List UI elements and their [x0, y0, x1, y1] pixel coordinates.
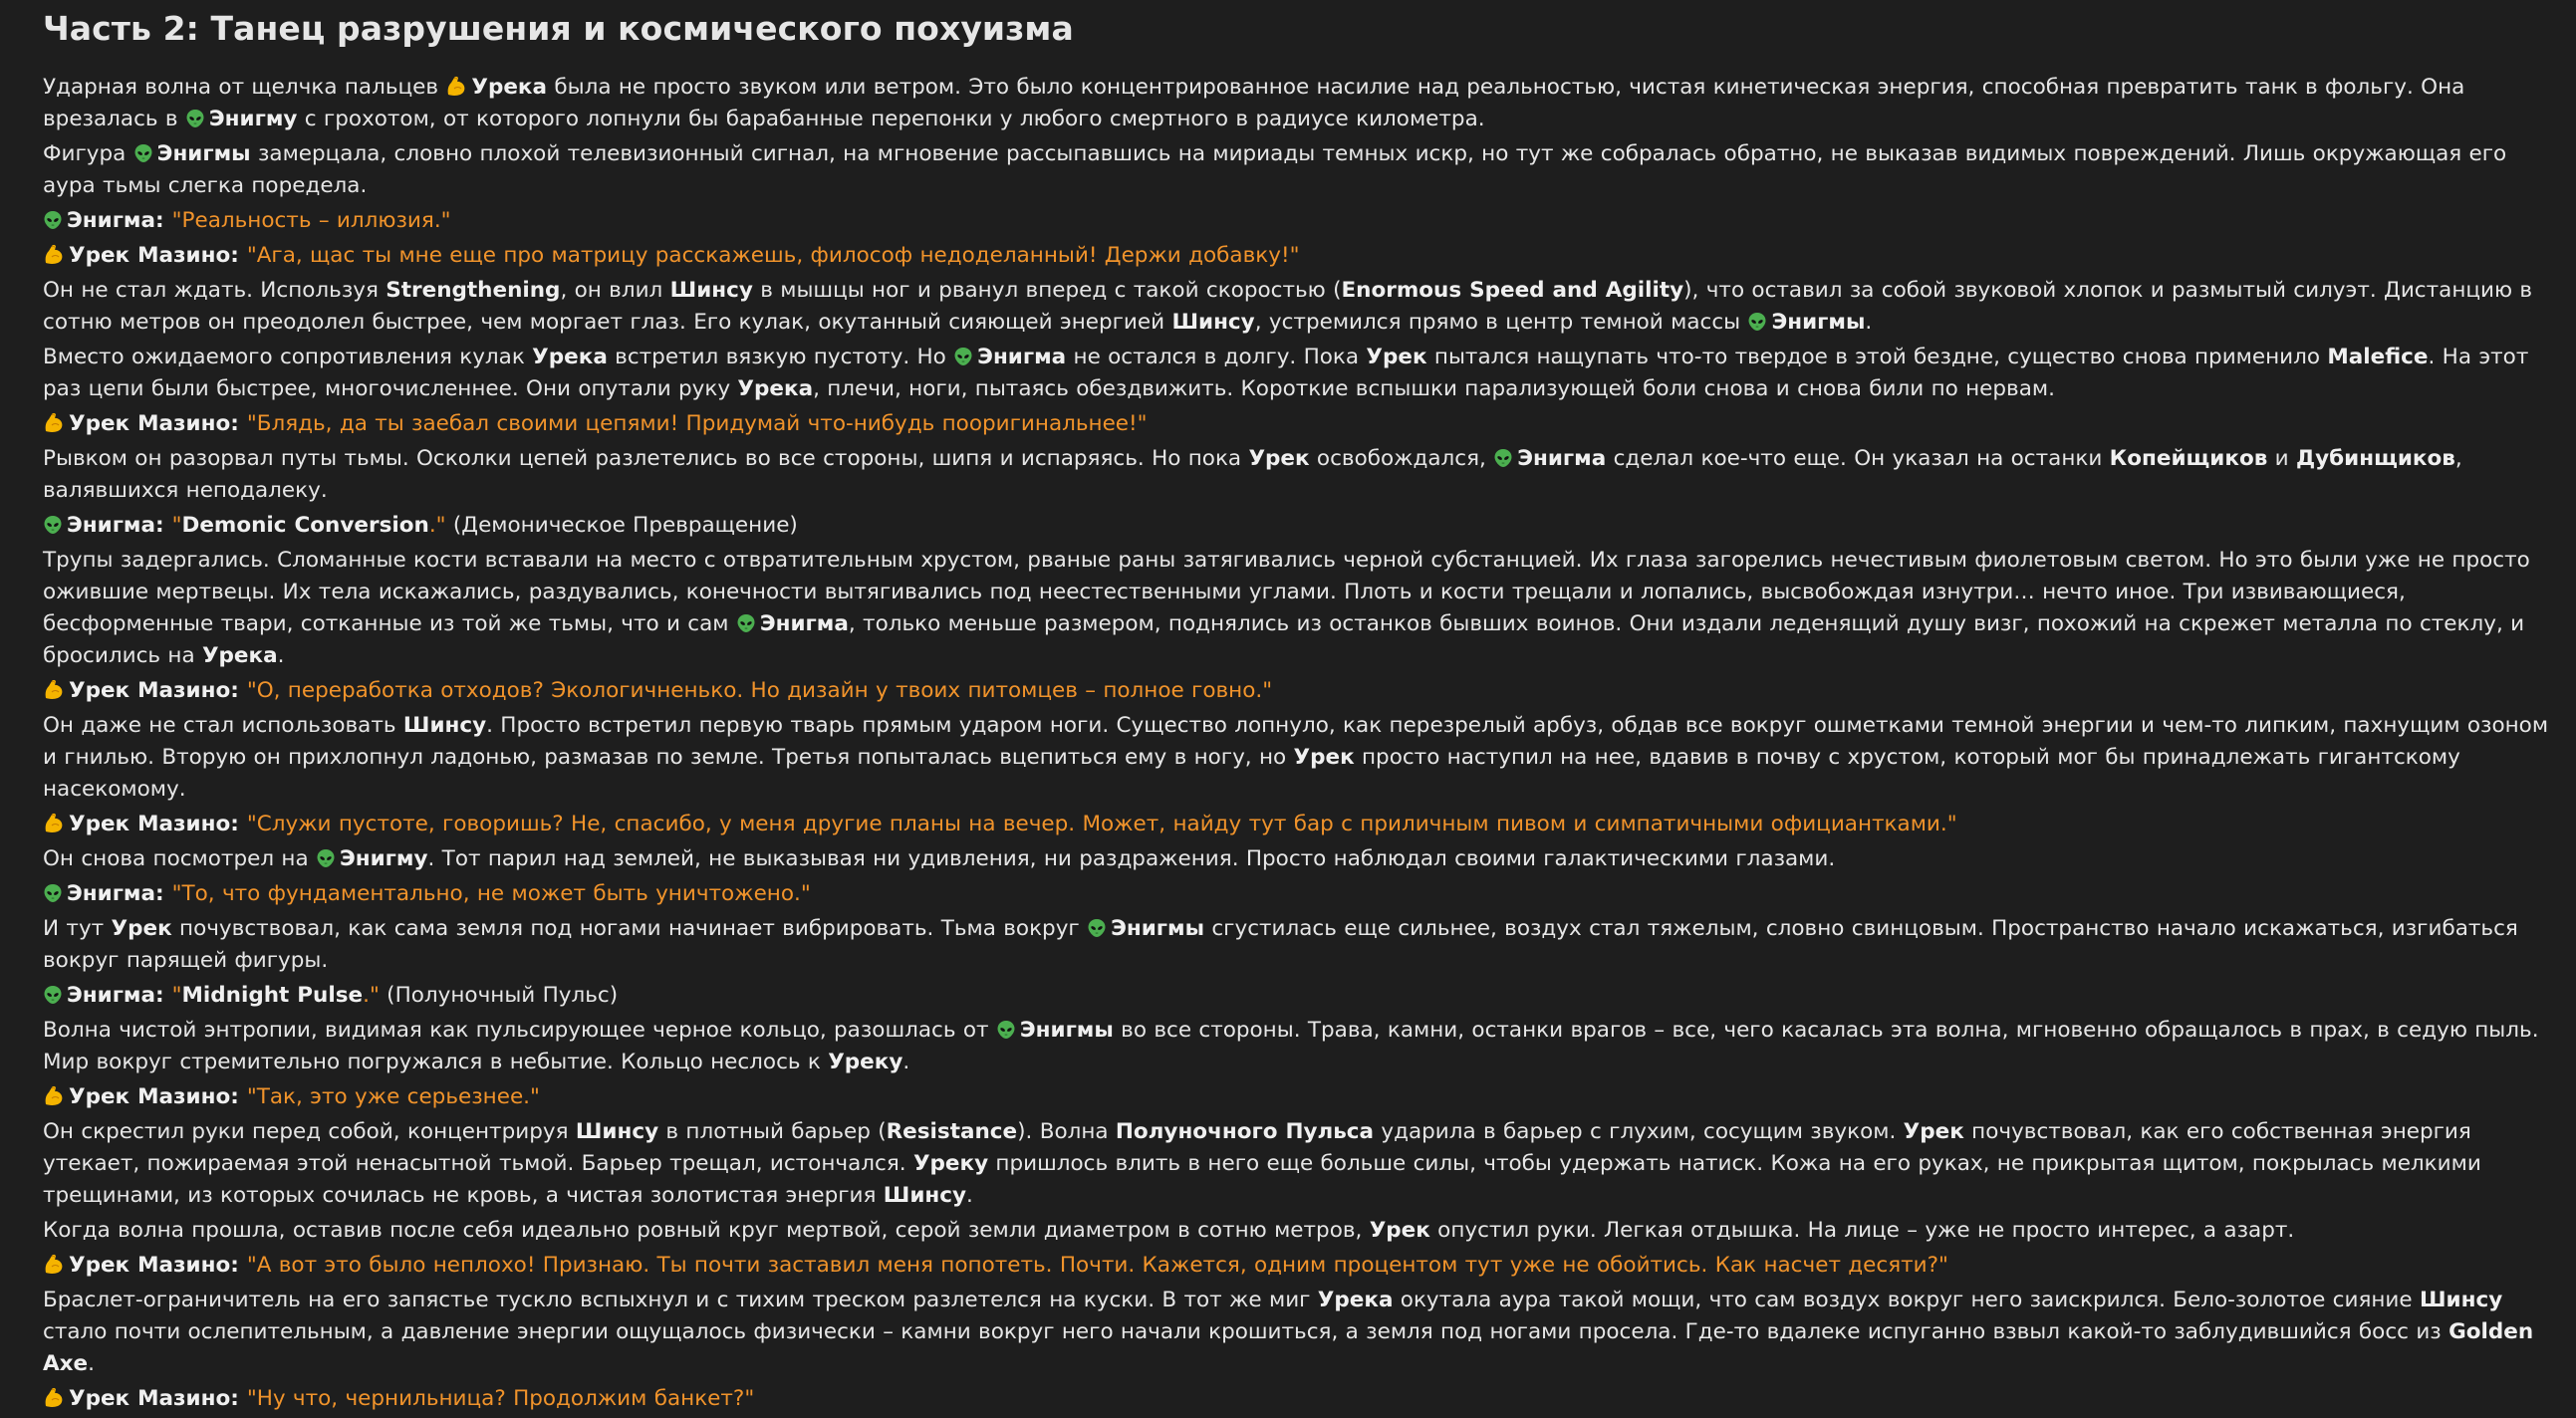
text-run: ударила в барьер с глухим, сосущим звуком.	[1374, 1119, 1904, 1144]
flexed-biceps-icon	[445, 75, 467, 97]
speaker-name: Урек Мазино	[69, 411, 231, 436]
quote-text: "Служи пустоте, говоришь? Не, спасибо, у меня другие планы на вечер. Может, найду тут бар с приличным пивом и симпатичными официантками."	[246, 812, 1957, 836]
emphasis: Энигмы	[156, 141, 251, 166]
flexed-biceps-icon	[43, 243, 65, 265]
narrative-paragraph	[43, 1215, 2553, 1250]
emphasis: Энигмы	[1771, 310, 1866, 335]
flexed-biceps-icon	[43, 678, 65, 700]
chapter-title: Часть 2: Танец разрушения и космического похуизма	[43, 9, 1074, 48]
speaker-colon: :	[155, 983, 172, 1008]
text-run: не остался в долгу. Пока	[1066, 345, 1367, 369]
quote-text: "А вот это было неплохо! Признаю. Ты почти заставил меня попотеть. Почти. Кажется, одним процентом тут уже не обойтись. Как насчет десяти?"	[246, 1253, 1948, 1278]
quote-term: Midnight Pulse	[181, 983, 364, 1008]
alien-icon	[43, 210, 63, 230]
alien-icon	[953, 347, 973, 366]
emphasis: Энигмы	[1111, 916, 1205, 941]
narrative-paragraph	[43, 342, 2553, 408]
text-run: Браслет-ограничитель на его запястье тускло вспыхнул и с тихим треском разлетелся на куски. В тот же миг	[43, 1288, 1318, 1312]
speaker-colon: :	[230, 243, 247, 268]
emphasis: Уреку	[912, 1151, 989, 1176]
flexed-biceps-icon	[43, 1084, 65, 1106]
alien-icon	[1493, 448, 1513, 468]
dialogue-line	[43, 510, 2553, 545]
narrative-paragraph	[43, 913, 2553, 980]
emphasis: Энигма	[977, 345, 1067, 369]
quote-text: "Ну что, чернильница? Продолжим банкет?"	[246, 1386, 755, 1411]
quote-term: Demonic Conversion	[181, 513, 429, 538]
document	[43, 0, 2553, 1418]
quote-text: ."	[428, 513, 446, 538]
speaker-name: Урек Мазино	[69, 1084, 231, 1109]
quote-text: "Блядь, да ты заебал своими цепями! Придумай что-нибудь пооригинальнее!"	[246, 411, 1148, 436]
emphasis: Strengthening	[386, 278, 561, 303]
dialogue-line	[43, 205, 2553, 240]
emphasis: Энигмы	[1019, 1018, 1114, 1043]
emphasis: Шинсу	[883, 1183, 967, 1208]
speaker-name: Урек Мазино	[69, 812, 231, 836]
text-run: Рывком он разорвал путы тьмы. Осколки цепей разлетелись во все стороны, шипя и испаряясь. Но пока	[43, 446, 1249, 471]
text-run: Ударная волна от щелчка пальцев	[43, 75, 446, 100]
text-run: окутала аура такой мощи, что сам воздух вокруг него заискрился. Бело-золотое сияние	[1393, 1288, 2420, 1312]
narrative-paragraph	[43, 1116, 2553, 1215]
narrative-paragraph	[43, 72, 2553, 138]
text-run: . Тот парил над землей, не выказывая ни удивления, ни раздражения. Просто наблюдал своими галактическими глазами.	[427, 846, 1836, 871]
text-run: , только меньше размером, поднялись из останков бывших воинов. Они издали леденящий душу визг, похожий на скрежет металла по стеклу, и бросились на	[43, 611, 2525, 668]
emphasis: Урек	[1248, 446, 1310, 471]
speaker-name: Энигма	[67, 983, 156, 1008]
text-run: Он даже не стал использовать	[43, 713, 403, 738]
alien-icon	[316, 848, 336, 868]
quote-text: "Ага, щас ты мне еще про матрицу расскажешь, философ недоделанный! Держи добавку!"	[246, 243, 1300, 268]
text-run: в мышцы ног и рванул вперед с такой скоростью (	[752, 278, 1342, 303]
speaker-colon: :	[230, 812, 247, 836]
emphasis: Копейщиков	[2109, 446, 2268, 471]
dialogue-line	[43, 809, 2553, 843]
text-run: сделал кое-что еще. Он указал на останки	[1606, 446, 2110, 471]
speaker-name: Урек Мазино	[69, 243, 231, 268]
text-run: . Просто встретил первую тварь прямым ударом ноги. Существо лопнуло, как перезрелый арбуз, обдав все вокруг ошметками темной энергии и чем-то липким, пахнущим озоном и гнилью. Вторую он прихлопнул ладонью, размазав по земле. Третья попыталась вцепиться ему в ногу, но	[43, 713, 2549, 770]
text-run: просто наступил на нее, вдавив в почву с хрустом, который мог бы принадлежать гигантскому насекомому.	[43, 745, 2460, 802]
quote-text: ."	[363, 983, 380, 1008]
alien-icon	[133, 143, 153, 163]
text-run: Он не стал ждать. Используя	[43, 278, 386, 303]
emphasis: Шинсу	[575, 1119, 659, 1144]
dialogue-line	[43, 675, 2553, 710]
title-spacer	[43, 52, 2553, 72]
emphasis: Шинсу	[2419, 1288, 2503, 1312]
speaker-name: Энигма	[67, 208, 156, 233]
text-run: Он скрестил руки перед собой, концентрируя	[43, 1119, 576, 1144]
text-run: И тут	[43, 916, 112, 941]
quote-text: "Так, это уже серьезнее."	[246, 1084, 540, 1109]
emphasis: Энигма	[759, 611, 849, 636]
emphasis: Урека	[471, 75, 548, 100]
alien-icon	[996, 1020, 1016, 1040]
emphasis: Enormous Speed and Agility	[1341, 278, 1684, 303]
speaker-colon: :	[230, 1084, 247, 1109]
emphasis: Энигма	[1517, 446, 1607, 471]
text-run: , устремился прямо в центр темной массы	[1254, 310, 1748, 335]
emphasis: Урек	[1903, 1119, 1964, 1144]
narrative-paragraph	[43, 545, 2553, 675]
emphasis: Урек	[1293, 745, 1355, 770]
story-content	[43, 72, 2553, 1418]
emphasis: Malefice	[2327, 345, 2429, 369]
emphasis: Полуночного Пульса	[1115, 1119, 1375, 1144]
speaker-colon: :	[155, 208, 172, 233]
emphasis: Урека	[737, 376, 814, 401]
emphasis: Шинсу	[1171, 310, 1255, 335]
text-run: , плечи, ноги, пытаясь обездвижить. Короткие вспышки парализующей боли снова и снова били по нервам.	[813, 376, 2055, 401]
text-run: .	[1865, 310, 1873, 335]
narrative-paragraph	[43, 1015, 2553, 1081]
dialogue-line	[43, 1081, 2553, 1116]
emphasis: Урека	[1317, 1288, 1394, 1312]
text-run: была не просто звуком или ветром. Это было концентрированное насилие над реальностью, чистая кинетическая энергия, способная превратить танк в фольгу. Она врезалась в	[43, 75, 2465, 131]
emphasis: Энигму	[339, 846, 428, 871]
text-run: сгустилась еще сильнее, воздух стал тяжелым, словно свинцовым. Пространство начало искажаться, изгибаться вокруг парящей фигуры.	[43, 916, 2518, 973]
narrative-paragraph	[43, 275, 2553, 342]
alien-icon	[43, 515, 63, 535]
speaker-colon: :	[230, 1386, 247, 1411]
text-run: опустил руки. Легкая отдышка. На лице – уже не просто интерес, а азарт.	[1429, 1218, 2295, 1243]
narrative-paragraph	[43, 138, 2553, 205]
text-run: встретил вязкую пустоту. Но	[607, 345, 954, 369]
speaker-name: Энигма	[67, 513, 156, 538]
text-run: во все стороны. Трава, камни, останки врагов – все, чего касалась эта волна, мгновенно обращалось в прах, в седую пыль. Мир вокруг стремительно погружался в небытие. Кольцо неслось к	[43, 1018, 2539, 1074]
dialogue-line	[43, 980, 2553, 1015]
quote-text: "	[171, 983, 182, 1008]
speaker-name: Урек Мазино	[69, 678, 231, 703]
quote-text: "О, переработка отходов? Экологичненько. Но дизайн у твоих питомцев – полное говно."	[246, 678, 1273, 703]
alien-icon	[43, 985, 63, 1005]
emphasis: Урек	[1366, 345, 1427, 369]
dialogue-line	[43, 1250, 2553, 1285]
text-run: почувствовал, как его собственная энергия утекает, пожираемая этой ненасытной тьмой. Барьер трещал, истончался.	[43, 1119, 2471, 1176]
text-run: , он влил	[560, 278, 670, 303]
emphasis: Golden Axe	[43, 1319, 2534, 1376]
flexed-biceps-icon	[43, 411, 65, 433]
narrative-paragraph	[43, 443, 2553, 510]
text-run: Трупы задергались. Сломанные кости вставали на место с отвратительным хрустом, рваные раны затягивались черной субстанцией. Их глаза загорелись нечестивым фиолетовым светом. Но это были уже не просто ожившие мертвецы. Их тела искажались, раздувались, конечности вытягивались под неестественными углами. Плоть и кости трещали и лопались, высвобождая изнутри… нечто иное. Три извивающиеся, бесформенные твари, сотканные из той же тьмы, что и сам	[43, 548, 2530, 636]
alien-icon	[736, 613, 756, 633]
speaker-colon: :	[230, 411, 247, 436]
dialogue-line	[43, 878, 2553, 913]
emphasis: Урек	[111, 916, 172, 941]
speaker-colon: :	[155, 881, 172, 906]
text-run: , валявшихся неподалеку.	[43, 446, 2462, 503]
alien-icon	[43, 883, 63, 903]
flexed-biceps-icon	[43, 812, 65, 833]
text-run: Волна чистой энтропии, видимая как пульсирующее черное кольцо, разошлась от	[43, 1018, 996, 1043]
speaker-name: Энигма	[67, 881, 156, 906]
quote-text: "Реальность – иллюзия."	[171, 208, 451, 233]
text-run: ), что оставил за собой звуковой хлопок и размытый силуэт. Дистанцию в сотню метров он преодолел быстрее, чем моргает глаз. Его кулак, окутанный сияющей энергией	[43, 278, 2533, 335]
speaker-colon: :	[230, 678, 247, 703]
emphasis: Resistance	[886, 1119, 1018, 1144]
emphasis: Урека	[201, 643, 278, 668]
text-run: .	[902, 1050, 910, 1074]
text-run: Фигура	[43, 141, 133, 166]
text-run: пытался нащупать что-то твердое в этой бездне, существо снова применило	[1426, 345, 2328, 369]
emphasis: Шинсу	[669, 278, 753, 303]
text-run: освобождался,	[1309, 446, 1494, 471]
dialogue-line	[43, 1383, 2553, 1418]
text-run: .	[966, 1183, 973, 1208]
quote-text: "	[171, 513, 182, 538]
quote-text: "То, что фундаментально, не может быть уничтожено."	[171, 881, 811, 906]
text-run: .	[277, 643, 285, 668]
emphasis: Урек	[1369, 1218, 1430, 1243]
text-run: почувствовал, как сама земля под ногами начинает вибрировать. Тьма вокруг	[171, 916, 1088, 941]
text-run: (Полуночный Пульс)	[379, 983, 619, 1008]
narrative-paragraph	[43, 710, 2553, 809]
speaker-name: Урек Мазино	[69, 1253, 231, 1278]
emphasis: Шинсу	[402, 713, 487, 738]
emphasis: Уреку	[828, 1050, 903, 1074]
text-run: ). Волна	[1017, 1119, 1116, 1144]
alien-icon	[185, 109, 205, 128]
text-run: Вместо ожидаемого сопротивления кулак	[43, 345, 533, 369]
text-run: Он снова посмотрел на	[43, 846, 316, 871]
dialogue-line	[43, 240, 2553, 275]
speaker-colon: :	[230, 1253, 247, 1278]
alien-icon	[1087, 918, 1107, 938]
dialogue-line	[43, 408, 2553, 443]
flexed-biceps-icon	[43, 1253, 65, 1275]
emphasis: Энигму	[208, 107, 298, 131]
text-run: с грохотом, от которого лопнули бы барабанные перепонки у любого смертного в радиусе километра.	[297, 107, 1485, 131]
speaker-colon: :	[155, 513, 172, 538]
text-run: в плотный барьер (	[658, 1119, 887, 1144]
text-run: и	[2267, 446, 2296, 471]
emphasis: Дубинщиков	[2295, 446, 2455, 471]
flexed-biceps-icon	[43, 1386, 65, 1408]
emphasis: Урека	[532, 345, 608, 369]
text-run: замерцала, словно плохой телевизионный сигнал, на мгновение рассыпавшись на мириады темных искр, но тут же собралась обратно, не выказав видимых повреждений. Лишь окружающая его аура тьмы слегка поредела.	[43, 141, 2507, 198]
alien-icon	[1747, 312, 1767, 332]
text-run: пришлось влить в него еще больше силы, чтобы удержать натиск. Кожа на его руках, не прикрытая щитом, покрылась мелкими трещинами, из которых сочилась не кровь, а чистая золотистая энергия	[43, 1151, 2481, 1208]
narrative-paragraph	[43, 1285, 2553, 1383]
text-run: . На этот раз цепи были быстрее, многочисленнее. Они опутали руку	[43, 345, 2529, 401]
narrative-paragraph	[43, 843, 2553, 878]
text-run: стало почти ослепительным, а давление энергии ощущалось физически – камни вокруг него начали крошиться, а земля под ногами просела. Где-то вдалеке испуганно взвыл какой-то заблудившийся босс из	[43, 1319, 2449, 1344]
speaker-name: Урек Мазино	[69, 1386, 231, 1411]
text-run: (Демоническое Превращение)	[445, 513, 798, 538]
text-run: .	[88, 1351, 95, 1376]
text-run: Когда волна прошла, оставив после себя идеально ровный круг мертвой, серой земли диаметром в сотню метров,	[43, 1218, 1370, 1243]
